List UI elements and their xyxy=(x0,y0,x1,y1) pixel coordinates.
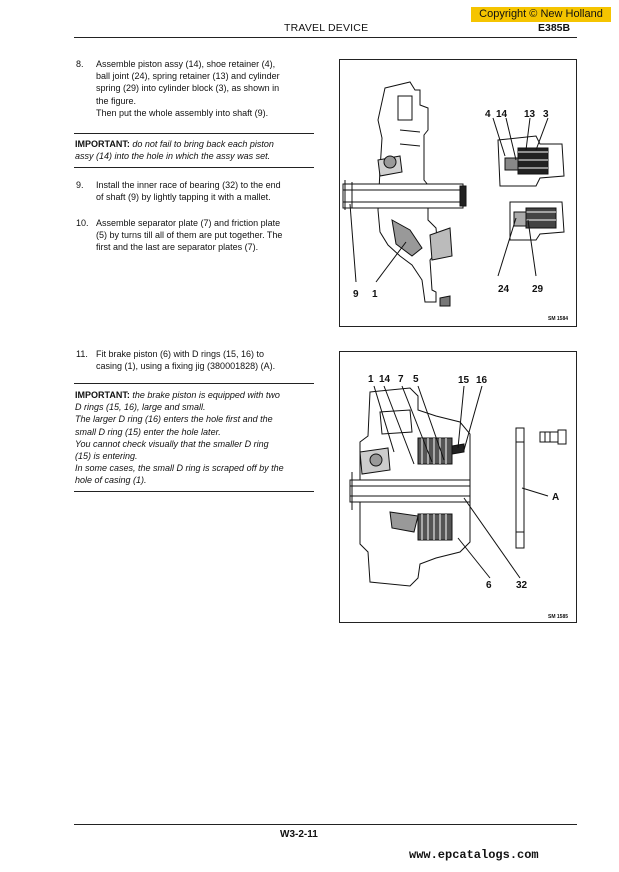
copyright-watermark: Copyright © New Holland xyxy=(471,7,611,22)
important-text: the brake piston is equipped with two xyxy=(129,390,280,400)
important-text: The larger D ring (16) enters the hole first and the xyxy=(75,414,273,425)
figure-2-drawing xyxy=(340,352,576,622)
step-line: casing (1), using a fixing jig (380001828) (A). xyxy=(96,361,276,372)
page-number: W3-2-11 xyxy=(280,829,318,840)
figure-2-brake-piston-drawing xyxy=(339,351,577,623)
callout: 5 xyxy=(413,374,419,385)
figure-1-drawing xyxy=(340,60,576,326)
step-line: spring (29) into cylinder block (3), as shown in xyxy=(96,83,280,94)
step-line: (5) by turns till all of them are put together. The xyxy=(96,230,283,241)
callout: 1 xyxy=(372,289,378,300)
important-text: hole of casing (1). xyxy=(75,475,147,486)
important-text: small D ring (15) enter the hole later. xyxy=(75,426,221,437)
step-10 xyxy=(76,217,316,255)
callout: 1 xyxy=(368,374,374,385)
step-line: of shaft (9) by lightly tapping it with a mallet. xyxy=(96,192,271,203)
callout: 16 xyxy=(476,375,488,386)
callout: 9 xyxy=(353,289,359,300)
important-text: You cannot check visually that the smaller D ring xyxy=(75,438,269,449)
callout: 13 xyxy=(524,109,536,120)
important-rule xyxy=(74,133,314,134)
step-number: 9. xyxy=(76,180,84,190)
figure-1-assembly-drawing xyxy=(339,59,577,327)
step-line: the figure. xyxy=(96,95,137,106)
step-line: ball joint (24), spring retainer (13) and cylinder xyxy=(96,71,280,82)
important-text: (15) is entering. xyxy=(75,451,138,462)
callout: 14 xyxy=(379,374,391,385)
step-number: 11. xyxy=(76,349,88,359)
callout: A xyxy=(552,492,560,503)
model-code: E385B xyxy=(538,22,571,34)
callout: 7 xyxy=(398,374,404,385)
important-text: assy (14) into the hole in which the assy was set. xyxy=(75,151,271,162)
important-rule xyxy=(74,491,314,492)
important-label: IMPORTANT: xyxy=(75,390,130,400)
website-url[interactable]: www.epcatalogs.com xyxy=(409,848,539,862)
step-number: 10. xyxy=(76,218,89,228)
important-text: In some cases, the small D ring is scraped off by the xyxy=(75,463,284,474)
important-label: IMPORTANT: xyxy=(75,139,130,149)
step-line: Install the inner race of bearing (32) to the end xyxy=(96,180,281,190)
callout: 4 xyxy=(485,109,491,120)
callout: 29 xyxy=(532,284,544,295)
step-line: Then put the whole assembly into shaft (9). xyxy=(96,107,269,118)
figure-code: SM 1585 xyxy=(548,614,569,620)
callout: 32 xyxy=(516,580,528,591)
step-8 xyxy=(76,58,316,120)
step-line: Assemble piston assy (14), shoe retainer (4), xyxy=(96,59,276,69)
callout: 6 xyxy=(486,580,492,591)
important-note-2 xyxy=(75,389,315,487)
step-9 xyxy=(76,179,316,205)
header-rule xyxy=(74,37,577,38)
callout: 14 xyxy=(496,109,508,120)
important-rule xyxy=(74,167,314,168)
figure-code: SM 1584 xyxy=(548,316,569,322)
callout: 3 xyxy=(543,109,549,120)
footer-rule xyxy=(74,824,577,825)
step-line: Fit brake piston (6) with D rings (15, 16) to xyxy=(96,349,265,359)
step-11 xyxy=(76,348,316,374)
callout: 15 xyxy=(458,375,470,386)
important-text: D rings (15, 16), large and small. xyxy=(75,402,206,413)
step-line: first and the last are separator plates (7). xyxy=(96,242,259,253)
step-line: Assemble separator plate (7) and friction plate xyxy=(96,218,281,228)
section-title: TRAVEL DEVICE xyxy=(284,22,369,34)
important-text: do not fail to bring back each piston xyxy=(129,139,274,149)
important-note-1 xyxy=(75,138,315,162)
important-rule xyxy=(74,383,314,384)
callout: 24 xyxy=(498,284,510,295)
step-number: 8. xyxy=(76,59,84,69)
